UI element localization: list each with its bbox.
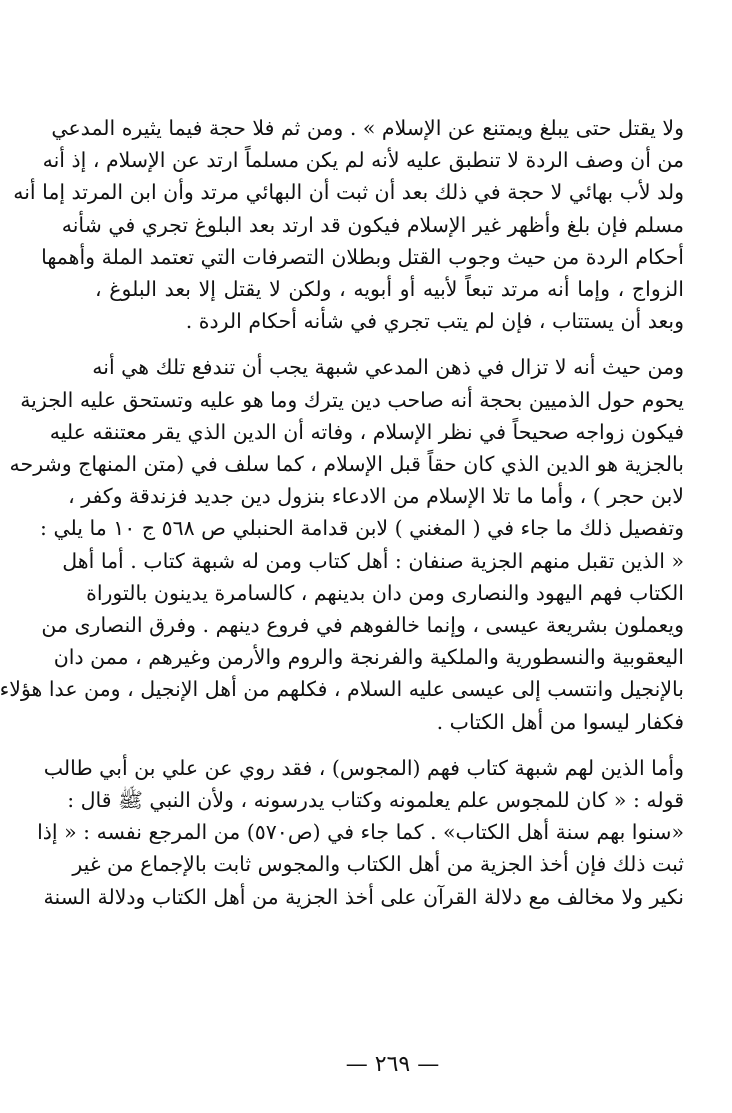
text-line: بالجزية هو الدين الذي كان حقاً قبل الإسلام ، كما سلف في (متن المنهاج وشرحه	[9, 452, 684, 477]
text-line: فيكون زواجه صحيحاً في نظر الإسلام ، وفاته أن الدين الذي يقر معتنقه عليه	[49, 419, 684, 444]
text-line: ويعملون بشريعة عيسى ، وإنما خالفوهم في فروع دينهم . وفرق النصارى من	[41, 613, 684, 638]
text-line: قوله : « كان للمجوس علم يعلمونه وكتاب يدرسونه ، ولأن النبي ﷺ قال :	[67, 788, 684, 813]
text-line: لابن حجر ) ، وأما ما تلا الإسلام من الادعاء بنزول دين جديد فزندقة وكفر ،	[68, 484, 684, 509]
paragraph-2	[0, 351, 684, 737]
text-line: وتفصيل ذلك ما جاء في ( المغني ) لابن قدامة الحنبلي ص ٥٦٨ ج ١٠ ما يلي :	[40, 516, 684, 541]
text-line: نكير ولا مخالف مع دلالة القرآن على أخذ الجزية من أهل الكتاب ودلالة السنة	[43, 884, 684, 909]
text-line: مسلم فإن بلغ وأظهر غير الإسلام فيكون قد ارتد بعد البلوغ تجري في شأنه	[61, 212, 684, 237]
text-line: ثبت ذلك فإن أخذ الجزية من أهل الكتاب والمجوس ثابت بالإجماع من غير	[72, 852, 684, 877]
paragraph-3	[37, 752, 684, 913]
text-line: « الذين تقبل منهم الجزية صنفان : أهل كتاب ومن له شبهة كتاب . أما أهل	[62, 548, 684, 573]
text-line: أحكام الردة من حيث وجوب القتل وبطلان التصرفات التي تعتمد الملة وأهمها	[41, 244, 684, 269]
page-number: — ٢٦٩ —	[345, 1052, 440, 1077]
paragraph-1	[13, 112, 684, 337]
text-line: وبعد أن يستتاب ، فإن لم يتب تجري في شأنه أحكام الردة .	[185, 309, 684, 334]
text-line: من أن وصف الردة لا تنطبق عليه لأنه لم يكن مسلماً ارتد عن الإسلام ، إذ أنه	[42, 148, 684, 173]
text-line: «سنوا بهم سنة أهل الكتاب» . كما جاء في (ص٥٧٠) من المرجع نفسه : « إذا	[37, 820, 684, 845]
text-line: الكتاب فهم اليهود والنصارى ومن دان بدينهم ، كالسامرة يدينون بالتوراة	[86, 580, 684, 605]
text-line: بالإنجيل وانتسب إلى عيسى عليه السلام ، فكلهم من أهل الإنجيل ، ومن عدا هؤلاء	[0, 677, 684, 702]
text-line: ولد لأب بهائي لا حجة في ذلك بعد أن ثبت أن البهائي مرتد وأن ابن المرتد إما أنه	[13, 180, 684, 205]
text-line: يحوم حول الذميين بحجة أنه صاحب دين يترك وما هو عليه وتستحق عليه الجزية	[20, 387, 684, 412]
text-line: اليعقوبية والنسطورية والملكية والفرنجة والروم والأرمن وغيرهم ، ممن دان	[53, 645, 684, 670]
text-line: الزواج ، وإما أنه مرتد تبعاً لأبيه أو أبويه ، ولكن لا يقتل إلا بعد البلوغ ،	[95, 277, 684, 302]
text-line: وأما الذين لهم شبهة كتاب فهم (المجوس) ، فقد روي عن علي بن أبي طالب	[43, 755, 684, 780]
text-line: فكفار ليسوا من أهل الكتاب .	[436, 709, 684, 734]
text-line: ولا يقتل حتى يبلغ ويمتنع عن الإسلام » . ومن ثم فلا حجة فيما يثيره المدعي	[51, 116, 684, 140]
text-line: ومن حيث أنه لا تزال في ذهن المدعي شبهة يجب أن تندفع تلك هي أنه	[92, 355, 684, 380]
